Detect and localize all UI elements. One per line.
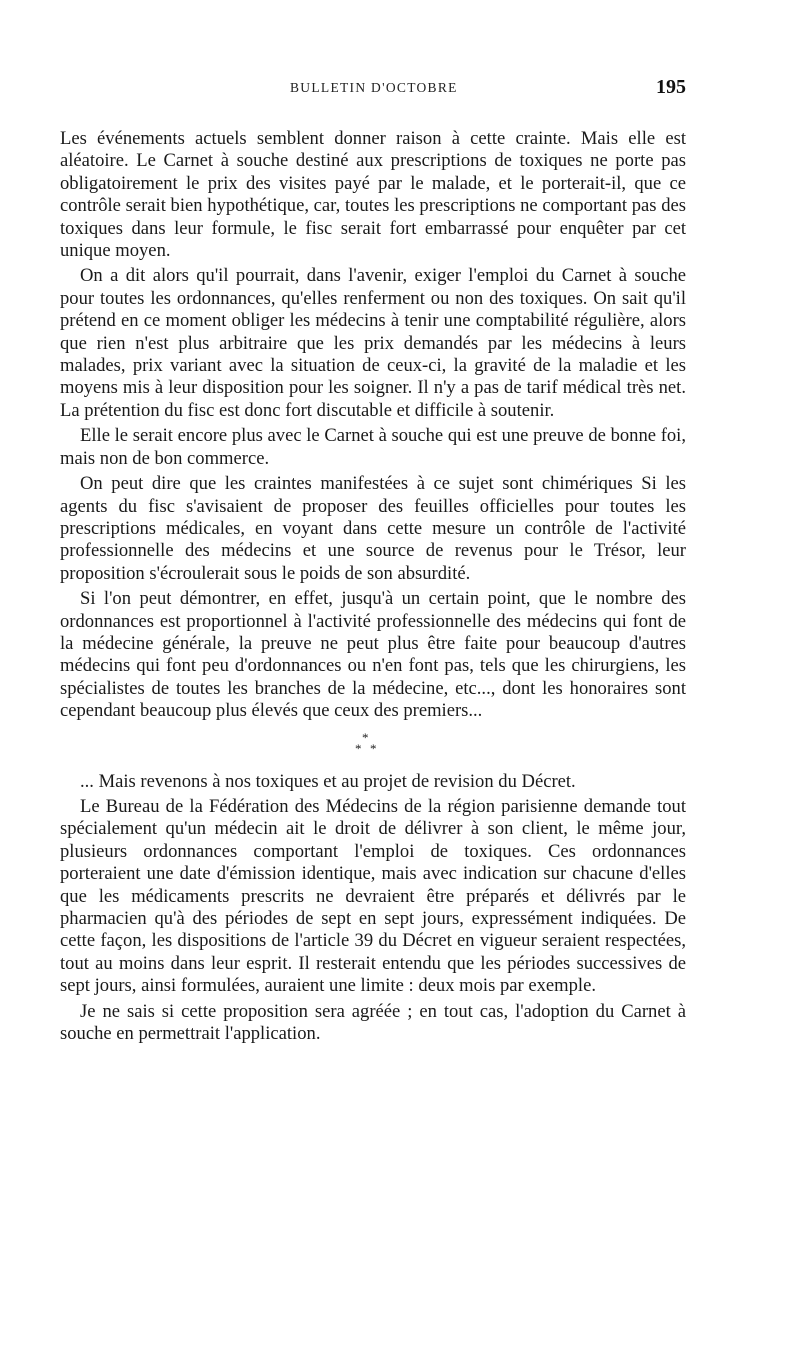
section-one	[60, 128, 686, 723]
paragraph: On a dit alors qu'il pourrait, dans l'avenir, exiger l'emploi du Carnet à souche pour toutes les ordonnances, qu'elles renferment ou non des toxiques. On sait qu'il prétend en ce moment obliger les médecins à tenir une comptabilité régulière, alors que rien n'est plus arbitraire que les prix demandés par les médecins à leurs malades, prix variant avec la situation de ceux-ci, la gravité de la maladie et les moyens mis à leur disposition pour les soigner. Il n'y a pas de tarif médical très net. La prétention du fisc est donc fort discutable et difficile à soutenir.	[60, 265, 686, 421]
running-header	[0, 78, 800, 102]
asterisk: *	[370, 740, 377, 756]
asterisk: *	[355, 740, 362, 756]
asterism-separator	[60, 727, 686, 771]
running-title: BULLETIN D'OCTOBRE	[290, 80, 458, 95]
paragraph: Si l'on peut démontrer, en effet, jusqu'à un certain point, que le nombre des ordonnances est proportionnel à l'activité professionnelle des médecins qui font de la médecine générale, la preuve ne peut plus être faite pour beaucoup d'autres médecins qui font peu d'ordonnances ou n'en font pas, tels que les chirurgiens, les spécialistes de toutes les branches de la médecine, etc..., dont les honoraires sont cependant beaucoup plus élevés que ceux des premiers...	[60, 588, 686, 722]
body-text	[60, 128, 686, 1048]
paragraph: On peut dire que les craintes manifestées à ce sujet sont chimériques Si les agents du fisc s'avisaient de proposer des feuilles officielles pour toutes les prescriptions médicales, en voyant dans cette mesure un contrôle de l'activité professionnelle des médecins et une source de revenus pour le Trésor, leur proposition s'écroulerait sous le poids de son absurdité.	[60, 473, 686, 584]
paragraph: Je ne sais si cette proposition sera agréée ; en tout cas, l'adoption du Carnet à souche en permettrait l'application.	[60, 1000, 686, 1045]
page-number: 195	[656, 76, 686, 98]
paragraph: Elle le serait encore plus avec le Carnet à souche qui est une preuve de bonne foi, mais non de bon commerce.	[60, 425, 686, 469]
section-two	[60, 771, 686, 1046]
paragraph: ... Mais revenons à nos toxiques et au projet de revision du Décret.	[80, 770, 576, 792]
paragraph: Le Bureau de la Fédération des Médecins de la région parisienne demande tout spécialement qu'un médecin ait le droit de délivrer à son client, le même jour, plusieurs ordonnances comportant l'emploi de toxiques. Ces ordonnances porteraient une date d'émission identique, mais avec indication sur chacune d'elles que les médicaments prescrits ne devraient être préparés et délivrés par le pharmacien qu'à des périodes de sept en sept jours, expressément indiquées. De cette façon, les dispositions de l'article 39 du Décret en vigueur seraient respectées, tout au moins dans leur esprit. Il resterait entendu que les périodes successives de sept jours, ainsi formulées, auraient une limite : deux mois par exemple.	[60, 795, 686, 997]
asterisk: *	[362, 729, 369, 745]
paragraph: Les événements actuels semblent donner raison à cette crainte. Mais elle est aléatoire. Le Carnet à souche destiné aux prescriptions de toxiques ne porte pas obligatoirement le prix des visites payé par le malade, et le porterait-il, que ce contrôle serait bien hypothétique, car, toutes les prescriptions ne comportant pas des toxiques dans leur formule, le fisc serait fort embarrassé pour enquêter par cet unique moyen.	[60, 128, 686, 262]
